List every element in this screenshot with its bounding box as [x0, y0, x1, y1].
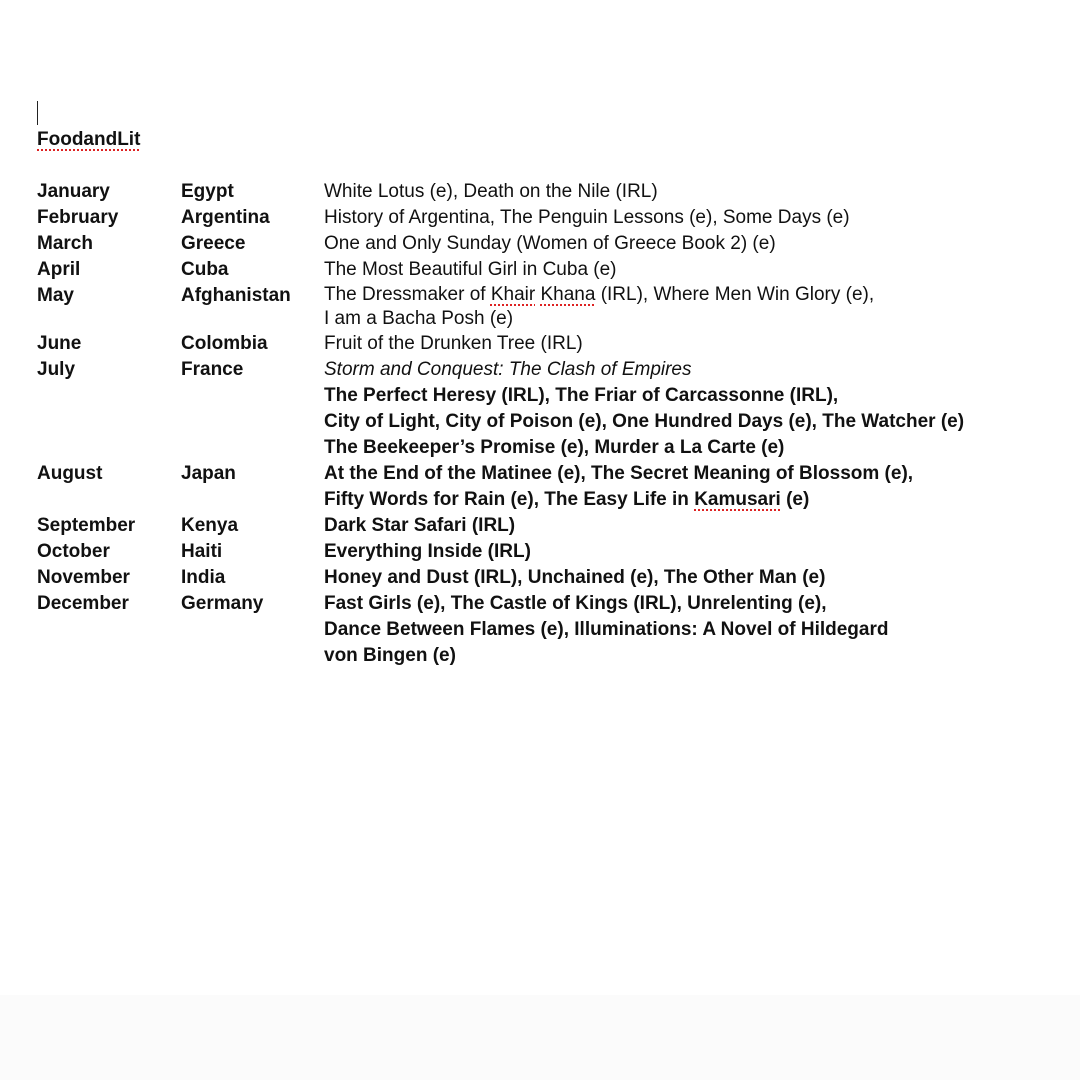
- country-label: Egypt: [181, 181, 234, 202]
- schedule-row-october: [37, 539, 1077, 565]
- schedule-row-july: [37, 357, 1077, 461]
- book-line: White Lotus (e), Death on the Nile (IRL): [324, 181, 658, 202]
- text-cursor: [37, 101, 38, 125]
- month-label: October: [37, 541, 110, 562]
- country-label: Argentina: [181, 207, 270, 228]
- book-line: The Most Beautiful Girl in Cuba (e): [324, 259, 617, 280]
- book-line: Everything Inside (IRL): [324, 541, 531, 562]
- book-line: History of Argentina, The Penguin Lessons (e), Some Days (e): [324, 207, 850, 228]
- book-list: [324, 257, 1077, 283]
- month-label: July: [37, 359, 76, 380]
- month-label: May: [37, 285, 74, 306]
- book-line: [324, 487, 1077, 513]
- book-text: Fifty Words for Rain (e), The Easy Life in: [324, 489, 695, 510]
- schedule-row-august: [37, 461, 1077, 513]
- book-line: Fruit of the Drunken Tree (IRL): [324, 333, 583, 354]
- country-label: Colombia: [181, 333, 268, 354]
- book-line: Dance Between Flames (e), Illuminations: A Novel of Hildegard: [324, 619, 889, 640]
- country-label: Germany: [181, 593, 264, 614]
- book-line: Fast Girls (e), The Castle of Kings (IRL), Unrelenting (e),: [324, 593, 827, 614]
- misspelled-word: Khair: [490, 284, 536, 305]
- book-line: The Perfect Heresy (IRL), The Friar of Carcassonne (IRL),: [324, 385, 839, 406]
- schedule-row-may: [37, 283, 1077, 331]
- book-list: [324, 539, 1077, 565]
- month-label: January: [37, 181, 110, 202]
- country-label: Kenya: [181, 515, 239, 536]
- book-list: [324, 591, 1077, 669]
- country-label: Afghanistan: [181, 285, 291, 306]
- schedule-row-september: [37, 513, 1077, 539]
- book-line: I am a Bacha Posh (e): [324, 308, 514, 329]
- book-line: Storm and Conquest: The Clash of Empires: [324, 359, 692, 380]
- country-label: India: [181, 567, 226, 588]
- book-list: [324, 513, 1077, 539]
- schedule-row-february: [37, 205, 1077, 231]
- book-line: City of Light, City of Poison (e), One Hundred Days (e), The Watcher (e): [324, 411, 965, 432]
- book-line: One and Only Sunday (Women of Greece Book 2) (e): [324, 233, 776, 254]
- month-label: February: [37, 207, 119, 228]
- country-label: Japan: [181, 463, 236, 484]
- reading-schedule: [37, 179, 1077, 669]
- misspelled-word: Khana: [540, 284, 596, 305]
- document-title: FoodandLit: [37, 129, 141, 150]
- schedule-row-april: [37, 257, 1077, 283]
- country-label: Greece: [181, 233, 246, 254]
- page-bottom-margin: [0, 995, 1080, 1080]
- book-text: (e): [780, 489, 810, 510]
- schedule-row-november: [37, 565, 1077, 591]
- month-label: June: [37, 333, 82, 354]
- book-list: [324, 283, 1077, 331]
- schedule-row-march: [37, 231, 1077, 257]
- book-list: [324, 461, 1077, 513]
- book-line: Honey and Dust (IRL), Unchained (e), The Other Man (e): [324, 567, 826, 588]
- month-label: November: [37, 567, 130, 588]
- country-label: France: [181, 359, 244, 380]
- month-label: September: [37, 515, 136, 536]
- book-list: [324, 231, 1077, 257]
- book-list: [324, 565, 1077, 591]
- schedule-row-december: [37, 591, 1077, 669]
- country-label: Cuba: [181, 259, 229, 280]
- misspelled-word: Kamusari: [694, 489, 781, 510]
- month-label: April: [37, 259, 81, 280]
- book-line: von Bingen (e): [324, 645, 456, 666]
- book-line: Dark Star Safari (IRL): [324, 515, 516, 536]
- book-list: [324, 205, 1077, 231]
- book-list: [324, 331, 1077, 357]
- schedule-row-january: [37, 179, 1077, 205]
- month-label: March: [37, 233, 93, 254]
- book-line: The Beekeeper’s Promise (e), Murder a La Carte (e): [324, 437, 785, 458]
- book-list: [324, 357, 1077, 461]
- book-text: (IRL), Where Men Win Glory (e),: [595, 284, 875, 305]
- schedule-row-june: [37, 331, 1077, 357]
- book-text: The Dressmaker of: [324, 284, 491, 305]
- country-label: Haiti: [181, 541, 223, 562]
- book-line: [324, 283, 1077, 307]
- book-list: [324, 179, 1077, 205]
- book-line: At the End of the Matinee (e), The Secret Meaning of Blossom (e),: [324, 463, 914, 484]
- month-label: December: [37, 593, 129, 614]
- month-label: August: [37, 463, 103, 484]
